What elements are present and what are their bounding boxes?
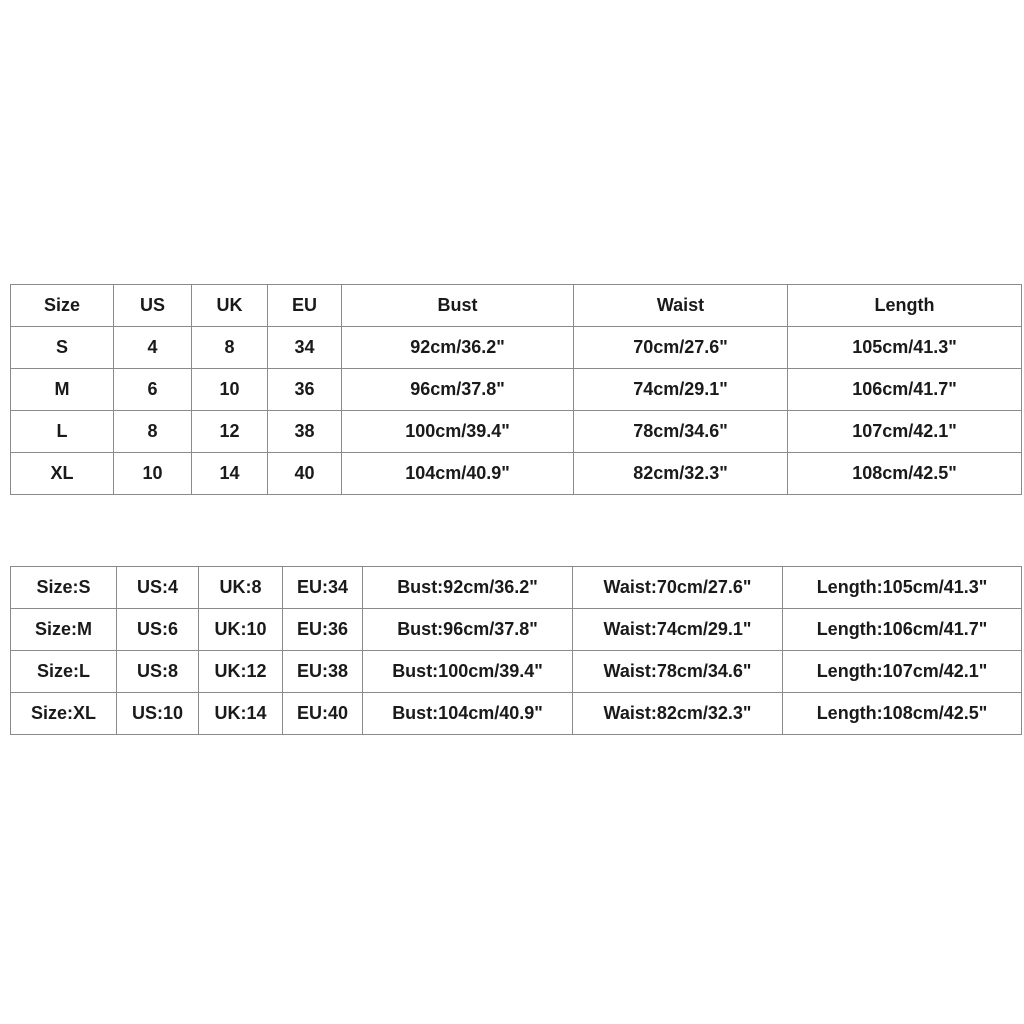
cell-us: 10 <box>114 453 192 495</box>
header-size: Size <box>11 285 114 327</box>
cell-length: 106cm/41.7" <box>788 369 1022 411</box>
labeled-size-chart-table <box>10 566 1022 735</box>
cell-size: Size:XL <box>11 693 117 735</box>
cell-us: 6 <box>114 369 192 411</box>
cell-eu: EU:36 <box>283 609 363 651</box>
cell-bust: Bust:100cm/39.4" <box>363 651 573 693</box>
table-row <box>11 651 1022 693</box>
cell-uk: UK:14 <box>199 693 283 735</box>
table-row <box>11 567 1022 609</box>
cell-us: US:10 <box>117 693 199 735</box>
cell-size: S <box>11 327 114 369</box>
cell-eu: 40 <box>268 453 342 495</box>
cell-waist: 78cm/34.6" <box>574 411 788 453</box>
cell-length: 108cm/42.5" <box>788 453 1022 495</box>
header-bust: Bust <box>342 285 574 327</box>
table-row <box>11 453 1022 495</box>
cell-length: Length:107cm/42.1" <box>783 651 1022 693</box>
cell-uk: UK:12 <box>199 651 283 693</box>
cell-waist: 74cm/29.1" <box>574 369 788 411</box>
cell-size: Size:M <box>11 609 117 651</box>
cell-eu: 38 <box>268 411 342 453</box>
cell-size: Size:S <box>11 567 117 609</box>
table-row <box>11 327 1022 369</box>
cell-us: 4 <box>114 327 192 369</box>
table-row <box>11 609 1022 651</box>
header-us: US <box>114 285 192 327</box>
cell-waist: 70cm/27.6" <box>574 327 788 369</box>
cell-eu: EU:38 <box>283 651 363 693</box>
table-row <box>11 411 1022 453</box>
cell-waist: Waist:70cm/27.6" <box>573 567 783 609</box>
cell-waist: 82cm/32.3" <box>574 453 788 495</box>
cell-uk: 12 <box>192 411 268 453</box>
cell-eu: 36 <box>268 369 342 411</box>
cell-waist: Waist:78cm/34.6" <box>573 651 783 693</box>
cell-length: 105cm/41.3" <box>788 327 1022 369</box>
cell-uk: 10 <box>192 369 268 411</box>
cell-uk: UK:8 <box>199 567 283 609</box>
cell-bust: 104cm/40.9" <box>342 453 574 495</box>
header-length: Length <box>788 285 1022 327</box>
cell-uk: UK:10 <box>199 609 283 651</box>
cell-eu: EU:40 <box>283 693 363 735</box>
table-row <box>11 369 1022 411</box>
cell-eu: 34 <box>268 327 342 369</box>
cell-length: 107cm/42.1" <box>788 411 1022 453</box>
cell-us: 8 <box>114 411 192 453</box>
header-uk: UK <box>192 285 268 327</box>
cell-uk: 14 <box>192 453 268 495</box>
cell-bust: 96cm/37.8" <box>342 369 574 411</box>
cell-bust: Bust:96cm/37.8" <box>363 609 573 651</box>
header-row <box>11 285 1022 327</box>
cell-bust: Bust:92cm/36.2" <box>363 567 573 609</box>
header-eu: EU <box>268 285 342 327</box>
cell-us: US:4 <box>117 567 199 609</box>
table-row <box>11 693 1022 735</box>
cell-us: US:6 <box>117 609 199 651</box>
header-waist: Waist <box>574 285 788 327</box>
cell-size: L <box>11 411 114 453</box>
cell-waist: Waist:82cm/32.3" <box>573 693 783 735</box>
cell-eu: EU:34 <box>283 567 363 609</box>
cell-length: Length:108cm/42.5" <box>783 693 1022 735</box>
cell-size: XL <box>11 453 114 495</box>
cell-us: US:8 <box>117 651 199 693</box>
cell-bust: 100cm/39.4" <box>342 411 574 453</box>
size-chart-table <box>10 284 1022 495</box>
cell-uk: 8 <box>192 327 268 369</box>
cell-bust: 92cm/36.2" <box>342 327 574 369</box>
cell-length: Length:106cm/41.7" <box>783 609 1022 651</box>
cell-length: Length:105cm/41.3" <box>783 567 1022 609</box>
cell-waist: Waist:74cm/29.1" <box>573 609 783 651</box>
cell-size: Size:L <box>11 651 117 693</box>
cell-size: M <box>11 369 114 411</box>
cell-bust: Bust:104cm/40.9" <box>363 693 573 735</box>
